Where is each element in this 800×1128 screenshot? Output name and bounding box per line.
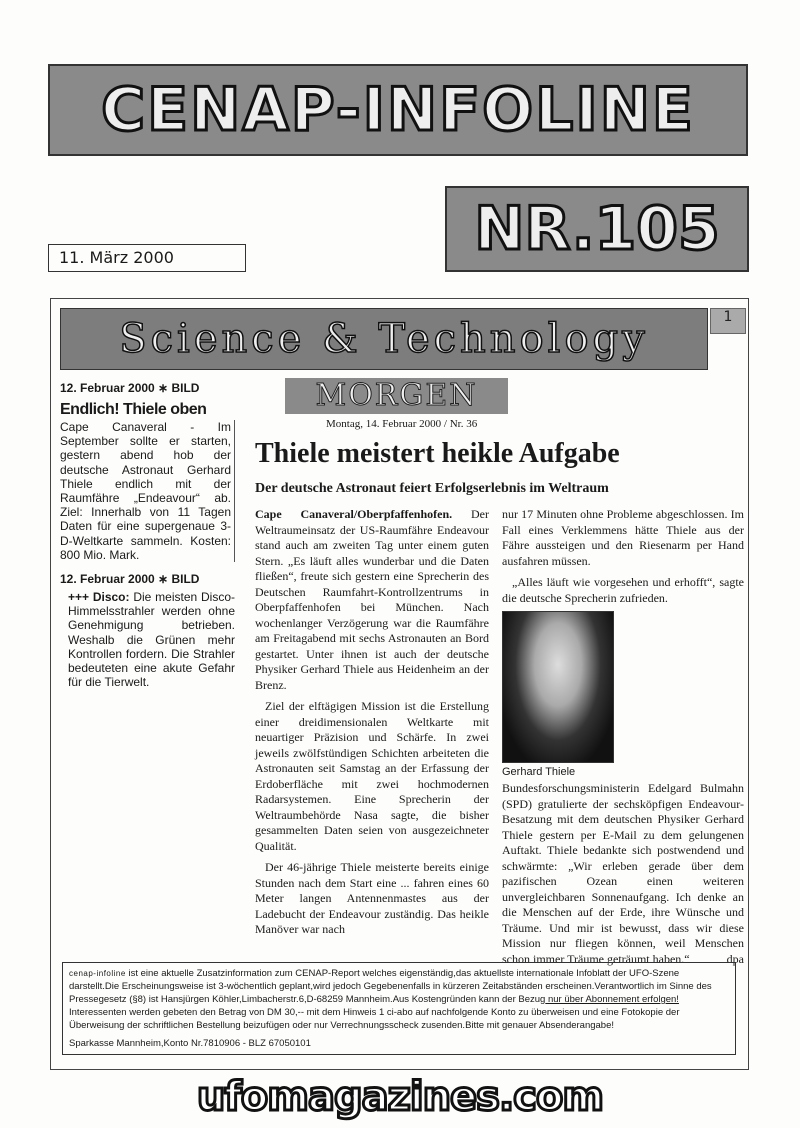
clipping-lead: +++ Disco:: [68, 590, 130, 605]
left-clipping-2: [60, 572, 235, 689]
article-agency: dpa: [726, 951, 744, 966]
section-banner: [60, 308, 708, 370]
article-paragraph: Der 46-jährige Thiele meisterte bereits einige Stunden nach dem Start eine ... fahren eines 60 Meter langen Antennenmastes aus der Ladebucht der Endeavour zuständig. Das heikle Manöver war nach: [255, 860, 489, 936]
article-column-1: [255, 507, 489, 944]
footer-underlined-text: nur über Abonnement erfolgen!: [545, 994, 679, 1005]
article-paragraph: über dem pazifischen Ozean einen weiteren unvergleichbaren Sonnenaufgang. Ich denke an die Menschen auf der Erde, ihre Wünsche und Träume. Und mir ist bewusst, dass wir diese Mission nur fliegen können, weil Menschen schon immer Träume geträumt haben.“: [502, 858, 744, 966]
footer-bank: Sparkasse Mannheim,Konto Nr.7810906 - BLZ 67050101: [69, 1038, 311, 1049]
photo-figure: [502, 611, 618, 779]
watermark: ufomagazines.com: [196, 1074, 604, 1120]
footer-brand: cenap-infoline: [69, 969, 126, 978]
left-clipping-1: [60, 381, 235, 562]
article-place: Cape Canaveral/Oberpfaffenhofen.: [255, 507, 453, 521]
article-paragraph: nur 17 Minuten ohne Probleme abgeschlossen. Im Fall eines Verklemmens hätte Thiele aus der Fähre aussteigen und den Riesenarm per Hand ausfahren müssen.: [502, 507, 744, 568]
clipping-body: Cape Canaveral - Im September sollte er starten, gestern abend hob der deutsche Astronaut Gerhard Thiele endlich mit der Raumfähre „Endeavour“ ab. Ziel: Innerhalb von 11 Tagen Daten für eine supergenaue 3-D-Weltkarte sammeln. Kosten: 800 Mio. Mark.: [60, 420, 235, 562]
masthead-title: CENAP-INFOLINE: [101, 75, 695, 145]
article-dateline: Montag, 14. Februar 2000 / Nr. 36: [326, 418, 478, 430]
article-paragraph: „Alles läuft wie vorgesehen und erhofft“, sagte die deutsche Sprecherin zufrieden.: [502, 575, 744, 605]
article-paragraph: Bundesforschungsministerin Edelgard Bulmahn (SPD) gratulierte der sechsköpfigen Endeavour-Besatzung mit dem deutschen Physiker Gerhard Thiele gestern per E-Mail zu dem gelungenen Auftakt. Thiele bedankte sich postwendend und schwärmte: „Wir erleben gerade: [502, 781, 744, 873]
article-headline: Thiele meistert heikle Aufgabe: [255, 438, 620, 469]
article-paragraph: Der Weltraumeinsatz der US-Raumfähre Endeavour stand auch am zweiten Tag unter einem guten Stern. „Es läuft alles wunderbar und die Daten fließen“, freute sich gestern eine Sprecherin des Deutschen Raumfahrt-Kontrollzentrums in Oberpfaffenhofen bei München. Nach wochenlanger Verzögerung war die Raumfähre am Freitagabend mit sechs Astronauten an Bord gestartet. Unter ihnen ist auch der deutsche Physiker Gerhard Thiele aus Heidenheim an der Brenz.: [255, 507, 489, 692]
clipping-source: 12. Februar 2000 ∗ BILD: [60, 381, 200, 395]
masthead-banner: [48, 64, 748, 156]
photo-caption: Gerhard Thiele: [502, 766, 576, 778]
issue-number-box: [445, 186, 749, 272]
clipping-source: 12. Februar 2000 ∗ BILD: [60, 572, 200, 587]
newspaper-logo: MORGEN: [285, 378, 508, 414]
article-column-2: [502, 507, 744, 967]
footer-info-box: [62, 962, 736, 1055]
issue-date: 11. März 2000: [48, 244, 246, 272]
clipping-body: Die meisten Disco-Himmelsstrahler werden ohne Genehmigung betrieben. Weshalb die Grünen mehr Kontrollen fordern. Die Strahler bedeuteten eine akute Gefahr für die Tierwelt.: [68, 590, 235, 690]
footer-text: Interessenten werden gebeten den Betrag von DM 30,-- mit dem Hinweis 1 ci-abo auf nachfolgende Konto zu überweisen und eine Fotokopie der Überweisung der schriftlichen Bestellung beizufügen oder nur Verrechnungsscheck zusenden.Bitte mit genauer Absenderangabe!: [69, 1007, 680, 1031]
clipping-headline: Endlich! Thiele oben: [60, 401, 207, 418]
section-title: Science & Technology: [119, 316, 649, 362]
astronaut-photo: [502, 611, 614, 763]
article-subheadline: Der deutsche Astronaut feiert Erfolgserlebnis im Weltraum: [255, 481, 609, 496]
issue-number: NR.105: [474, 194, 720, 264]
page-number: 1: [710, 308, 746, 334]
article-paragraph: Ziel der elftägigen Mission ist die Erstellung einer dreidimensionalen Weltkarte mit neuartiger Präzision und Schärfe. In zwei jeweils zwölfstündigen Schichten arbeiteten die Astronauten seit Samstag an der Erfassung der Erdoberfläche mit zwei hochmodernen Radarsystemen. Eine Sprecherin der Weltraumbehörde Nasa sagte, die bisher gesammelten Daten seien von ausgezeichneter Qualität.: [255, 699, 489, 853]
footer-text: ist eine aktuelle Zusatzinformation zum CENAP-Report welches eigenständig,das aktuellste internationale Infoblatt der UFO-Szene darstellt.Die Erscheinungsweise ist 3-wöchentlich geplant,wird jedoch Gegebenenfalls in kürzeren Zeitabständen erscheinen.Verantwortlich im Sinne des Pressegesetz (§8) ist Hansjürgen Köhler,Limbacherstr.6,D-68259 Mannheim.Aus Kostengründen kann der Bezug: [69, 968, 712, 1005]
left-column: [60, 381, 235, 689]
